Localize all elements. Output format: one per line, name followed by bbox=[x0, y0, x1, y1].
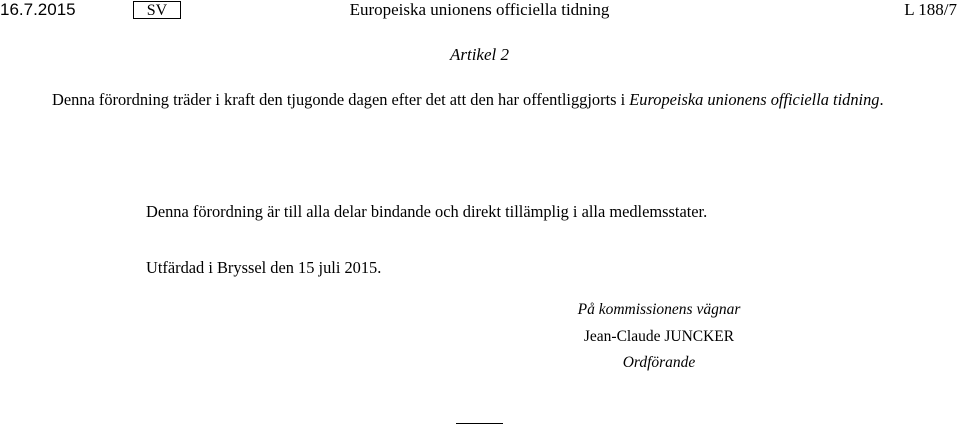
article-text-italic: Europeiska unionens officiella tidning bbox=[629, 90, 880, 109]
language-code-box: SV bbox=[133, 1, 181, 19]
article-paragraph bbox=[52, 89, 932, 111]
article-title: Artikel 2 bbox=[449, 45, 509, 64]
done-at-statement: Utfärdad i Bryssel den 15 juli 2015. bbox=[146, 258, 382, 277]
journal-title: Europeiska unionens officiella tidning bbox=[349, 0, 610, 19]
signature-behalf: På kommissionens vägnar bbox=[577, 301, 741, 318]
article-text-after: . bbox=[879, 90, 884, 109]
header-date: 16.7.2015 bbox=[0, 0, 76, 19]
signatory-role: Ordförande bbox=[622, 354, 696, 371]
end-rule bbox=[456, 423, 503, 424]
page-reference: L 188/7 bbox=[904, 0, 957, 19]
article-text-before: Denna förordning träder i kraft den tjugonde dagen efter det att den har offentliggjorts i bbox=[52, 90, 630, 109]
binding-clause: Denna förordning är till alla delar bindande och direkt tillämplig i alla medlemsstater. bbox=[146, 202, 708, 221]
signatory-name: Jean-Claude JUNCKER bbox=[583, 328, 735, 345]
